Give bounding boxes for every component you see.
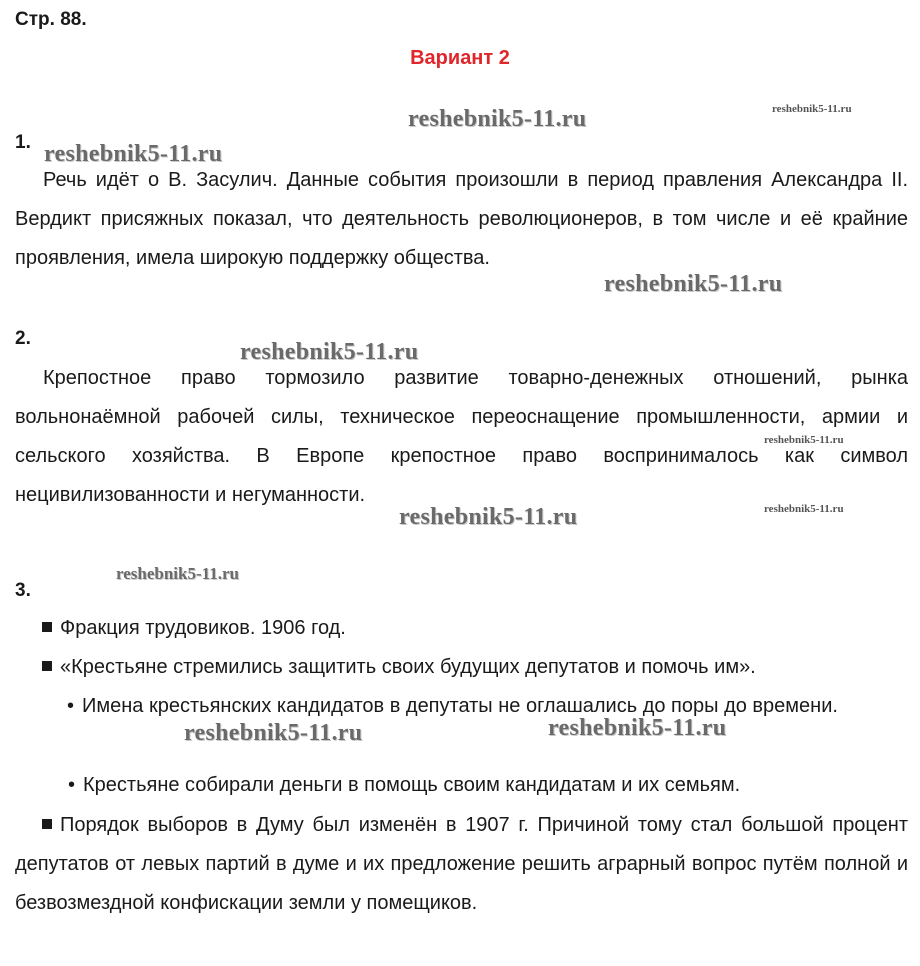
sub-bullet-text: Крестьяне собирали деньги в помощь своим кандидатам и их семьям. bbox=[83, 774, 741, 796]
bullet-text: «Крестьяне стремились защитить своих будущих депутатов и помочь им». bbox=[60, 656, 756, 678]
watermark-logo: reshebnik5-11.ru bbox=[772, 103, 852, 115]
watermark-logo: reshebnik5-11.ru bbox=[44, 141, 223, 167]
bullet-item-1 bbox=[42, 609, 346, 648]
watermark-logo: reshebnik5-11.ru bbox=[548, 715, 727, 741]
watermark-logo: reshebnik5-11.ru bbox=[240, 339, 419, 365]
bullet-item-2 bbox=[42, 648, 756, 687]
watermark-logo: reshebnik5-11.ru bbox=[408, 106, 587, 132]
bullet-text: Порядок выборов в Думу был изменён в 1907 г. Причиной тому стал большой процент депутатов от левых партий в думе и их предложение решить аграрный вопрос путём полной и безвозмездной конфискации земли у помещиков. bbox=[15, 814, 908, 914]
question-number-1: 1. bbox=[15, 132, 31, 153]
square-bullet-icon bbox=[42, 819, 52, 829]
square-bullet-icon bbox=[42, 661, 52, 671]
watermark-logo: reshebnik5-11.ru bbox=[764, 434, 844, 446]
dot-bullet-icon: • bbox=[68, 774, 76, 796]
watermark-logo: reshebnik5-11.ru bbox=[764, 503, 844, 515]
watermark-logo: reshebnik5-11.ru bbox=[184, 720, 363, 746]
variant-title: Вариант 2 bbox=[410, 47, 510, 69]
bullet-item-3 bbox=[15, 806, 908, 923]
sub-bullet-text: Имена крестьянских кандидатов в депутаты не оглашались до поры до времени. bbox=[82, 695, 838, 717]
sub-bullet-item-1 bbox=[15, 687, 908, 726]
answer-text-2: Крепостное право тормозило развитие товарно-денежных отношений, рынка вольнонаёмной рабочей силы, техническое переоснащение промышленности, армии и сельского хозяйства. В Европе крепостное право воспринималось как символ нецивилизованности и негуманности. bbox=[15, 367, 908, 506]
watermark-logo: reshebnik5-11.ru bbox=[604, 271, 783, 297]
answer-text-1: Речь идёт о В. Засулич. Данные события произошли в период правления Александра II. Вердикт присяжных показал, что деятельность революционеров, в том числе и её крайние проявления, имела широкую поддержку общества. bbox=[15, 169, 908, 269]
question-number-3: 3. bbox=[15, 580, 31, 601]
watermark-logo: reshebnik5-11.ru bbox=[116, 564, 239, 583]
square-bullet-icon bbox=[42, 622, 52, 632]
page-label: Стр. 88. bbox=[15, 9, 87, 30]
bullet-text: Фракция трудовиков. 1906 год. bbox=[60, 617, 346, 639]
sub-bullet-item-2 bbox=[68, 766, 740, 805]
question-number-2: 2. bbox=[15, 328, 31, 349]
watermark-logo: reshebnik5-11.ru bbox=[399, 504, 578, 530]
dot-bullet-icon: • bbox=[67, 695, 75, 717]
